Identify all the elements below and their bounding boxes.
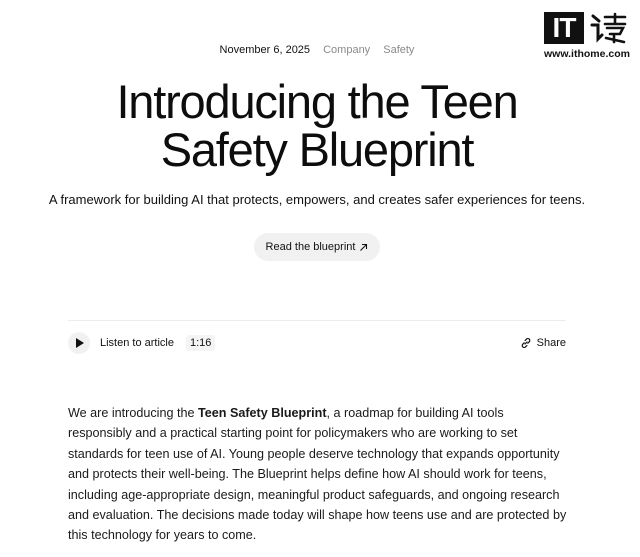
read-blueprint-button[interactable] [254, 233, 380, 261]
page-title [40, 75, 594, 176]
body-intro: We are introducing the [68, 406, 198, 420]
publish-date: November 6, 2025 [219, 44, 311, 56]
play-icon [76, 338, 84, 348]
tag-safety[interactable]: Safety [383, 44, 415, 56]
body-rest: , a roadmap for building AI tools responsibly and a practical starting point for policymakers who are working to set standards for teen use of AI. Young people deserve technology that expands opportunity and protects their well-being. The Blueprint helps define how AI should work for teens, including age-appropriate design, meaningful product safeguards, and ongoing research and evaluation. The decisions made today will shape how teens use and are protected by this technology for years to come. [68, 406, 567, 543]
tag-company[interactable]: Company [323, 44, 371, 56]
body-bold-term: Teen Safety Blueprint [197, 406, 327, 420]
title-line-1: Introducing the Teen [116, 75, 518, 128]
arrow-up-right-icon [359, 243, 368, 252]
article-body-paragraph [68, 403, 568, 546]
share-button[interactable] [520, 334, 566, 352]
play-button[interactable] [68, 332, 90, 354]
audio-player [68, 332, 566, 354]
listen-to-article-label[interactable]: Listen to article [100, 337, 174, 349]
ithome-logo: IT [544, 12, 584, 44]
page-subtitle: A framework for building AI that protects, empowers, and creates safer experiences for teens. [48, 192, 586, 207]
ithome-glyph-logo [590, 12, 628, 44]
share-label: Share [536, 337, 566, 349]
audio-duration: 1:16 [186, 335, 215, 351]
ithome-url: www.ithome.com [544, 48, 630, 60]
read-blueprint-label: Read the blueprint [265, 241, 356, 253]
title-line-2: Safety Blueprint [160, 123, 474, 176]
article-meta [0, 42, 634, 58]
link-icon [520, 337, 532, 349]
section-divider [68, 320, 566, 321]
